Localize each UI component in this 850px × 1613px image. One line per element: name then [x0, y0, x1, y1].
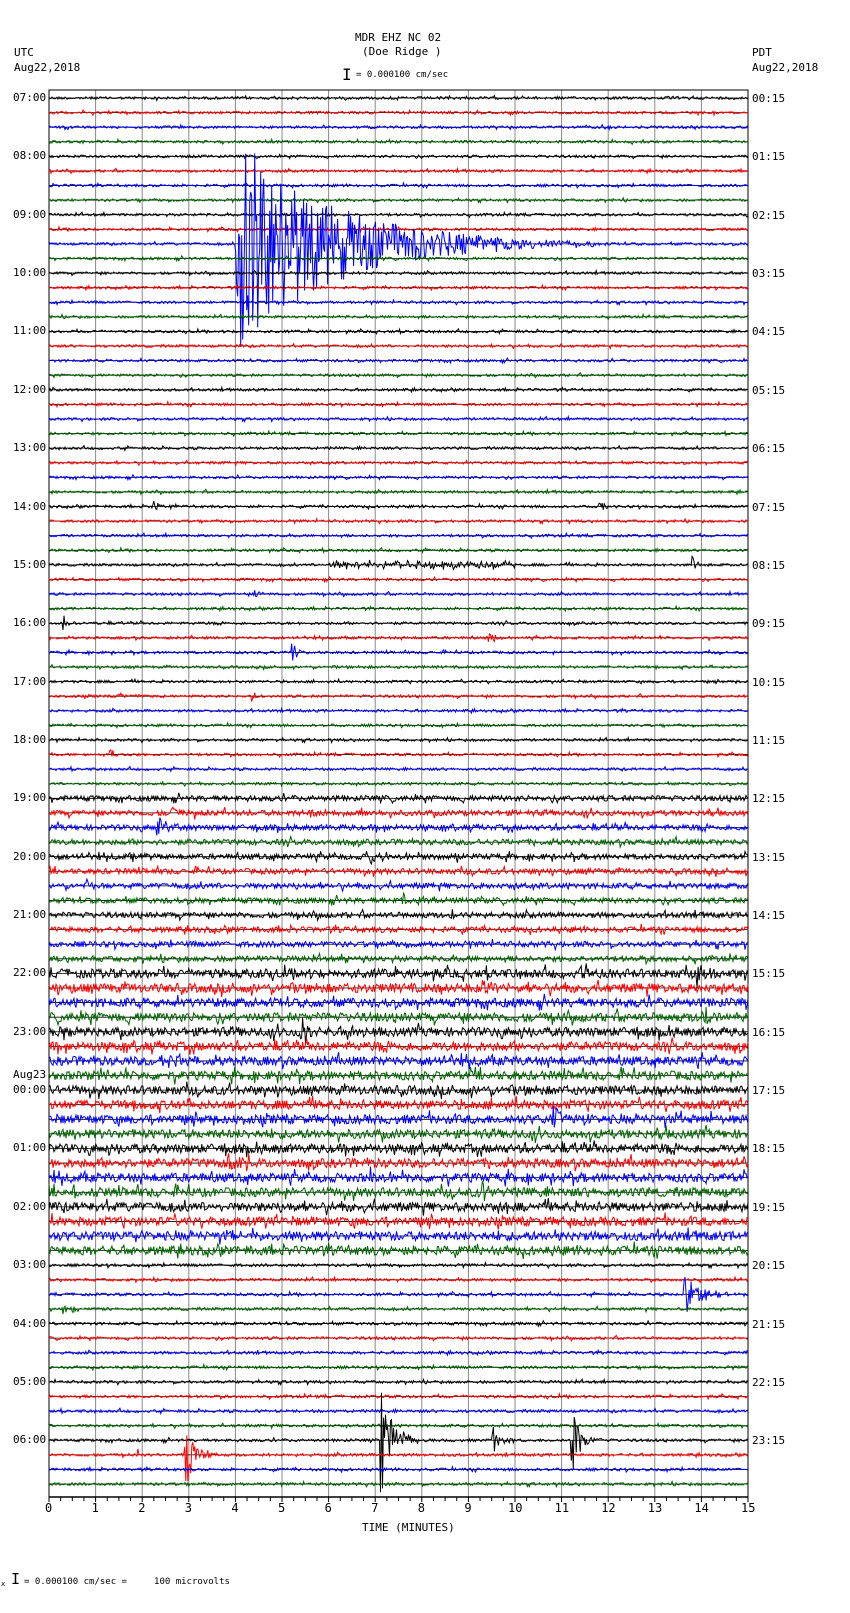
pdt-hour-label: 06:15: [752, 442, 786, 456]
utc-hour-label: 10:00: [13, 266, 47, 280]
seismic-trace-row: [49, 818, 748, 836]
pdt-hour-label: 15:15: [752, 967, 786, 981]
pdt-hour-label: 16:15: [752, 1025, 786, 1039]
utc-hour-label: 08:00: [13, 149, 47, 163]
station-title: MDR EHZ NC 02: [355, 31, 442, 44]
left-date: Aug22,2018: [14, 61, 81, 74]
seismic-trace-row: [49, 1435, 748, 1481]
x-tick-label: 14: [694, 1501, 709, 1515]
seismic-trace-row: [49, 387, 748, 392]
utc-hour-label: 09:00: [13, 207, 47, 221]
pdt-hour-label: 17:15: [752, 1084, 786, 1098]
pdt-hour-label: 19:15: [752, 1200, 786, 1214]
seismic-trace-row: [49, 807, 748, 819]
pdt-hour-label: 08:15: [752, 558, 786, 572]
seismic-trace-row: [49, 1141, 748, 1158]
x-tick-label: 10: [508, 1501, 523, 1515]
seismic-trace-row: [49, 1181, 748, 1201]
seismic-trace-row: [49, 548, 748, 553]
station-subtitle: (Doe Ridge ): [362, 45, 442, 58]
x-tick-label: 7: [371, 1501, 379, 1515]
right-timezone: PDT: [752, 46, 772, 59]
x-tick-label: 0: [45, 1501, 53, 1515]
pdt-hour-label: 14:15: [752, 909, 786, 923]
utc-date-label: Aug23: [13, 1068, 47, 1082]
pdt-hour-label: 00:15: [752, 92, 786, 105]
seismic-trace-row: [49, 781, 748, 786]
pdt-hour-label: 01:15: [752, 150, 786, 164]
x-tick-label: 6: [324, 1501, 332, 1515]
x-tick-label: 8: [417, 1501, 426, 1515]
seismic-trace-row: [49, 1306, 748, 1314]
utc-hour-label: 15:00: [13, 557, 47, 571]
seismic-trace-row: [49, 750, 748, 757]
seismic-trace-row: [49, 1242, 748, 1260]
x-tick-label: 12: [601, 1501, 616, 1515]
seismic-trace-row: [49, 1335, 748, 1340]
pdt-hour-label: 18:15: [752, 1142, 786, 1156]
x-tick-label: 2: [138, 1501, 146, 1515]
x-tick-label: 3: [184, 1501, 193, 1515]
x-tick-label: 9: [464, 1501, 472, 1515]
pdt-hour-label: 09:15: [752, 617, 786, 631]
scale-bar-icon: I: [342, 65, 352, 84]
utc-hour-label: 12:00: [13, 382, 47, 396]
pdt-hour-label: 22:15: [752, 1375, 786, 1389]
pdt-hour-label: 05:15: [752, 383, 786, 397]
utc-hour-label: 06:00: [13, 1433, 47, 1447]
seismic-trace-row: [49, 879, 748, 891]
footer-marker: x: [1, 1580, 6, 1588]
pdt-hour-label: 04:15: [752, 325, 786, 339]
seismic-trace-row: [49, 489, 748, 494]
seismic-trace-row: [49, 358, 748, 363]
seismic-trace-row: [49, 723, 748, 728]
utc-hour-label: 20:00: [13, 849, 47, 863]
seismic-trace-row: [49, 1350, 748, 1355]
seismic-trace-row: [49, 1153, 748, 1171]
footer-scale-bar-icon: I: [11, 1570, 21, 1588]
x-tick-label: 11: [554, 1501, 570, 1515]
utc-hour-label: 02:00: [13, 1199, 47, 1213]
pdt-hour-label: 11:15: [752, 733, 786, 747]
x-tick-label: 1: [91, 1501, 99, 1515]
seismic-trace-row: [49, 963, 748, 988]
footer-scale-note: = 0.000100 cm/sec = 100 microvolts: [24, 1577, 230, 1587]
pdt-hour-label: 07:15: [752, 500, 786, 514]
seismic-trace-row: [49, 154, 748, 158]
seismic-trace-row: [49, 1007, 748, 1026]
seismic-trace-row: [49, 851, 748, 864]
utc-hour-label: 14:00: [13, 499, 47, 513]
seismic-trace-row: [49, 693, 748, 702]
utc-hour-label: 17:00: [13, 674, 47, 688]
pdt-hour-label: 02:15: [752, 208, 786, 222]
left-timezone: UTC: [14, 46, 34, 59]
utc-hour-label: 03:00: [13, 1258, 47, 1272]
pdt-hour-label: 23:15: [752, 1434, 786, 1448]
utc-hour-label: 01:00: [13, 1141, 47, 1155]
seismic-trace-row: [49, 153, 748, 347]
utc-hour-label: 05:00: [13, 1374, 47, 1388]
seismic-trace-row: [49, 1393, 748, 1493]
seismic-trace-row: [49, 125, 748, 130]
utc-hour-label: 00:00: [13, 1083, 47, 1097]
seismic-trace-row: [49, 893, 748, 905]
seismic-trace-row: [49, 198, 748, 203]
right-date: Aug22,2018: [752, 61, 819, 74]
seismic-trace-row: [49, 980, 748, 997]
pdt-hour-label: 10:15: [752, 675, 786, 689]
x-tick-label: 13: [647, 1501, 663, 1515]
seismic-trace-row: [49, 837, 748, 848]
pdt-hour-label: 21:15: [752, 1317, 786, 1331]
utc-hour-label: 19:00: [13, 791, 47, 805]
utc-hour-label: 07:00: [13, 91, 47, 104]
utc-hour-label: 21:00: [13, 908, 47, 922]
x-axis-title: TIME (MINUTES): [362, 1521, 455, 1534]
pdt-hour-label: 03:15: [752, 267, 786, 281]
seismic-trace-row: [49, 475, 748, 480]
x-tick-label: 5: [278, 1501, 286, 1515]
scale-label: = 0.000100 cm/sec: [356, 70, 449, 80]
seismic-trace-row: [49, 533, 748, 538]
utc-hour-label: 16:00: [13, 616, 47, 630]
utc-hour-label: 22:00: [13, 966, 47, 980]
utc-hour-label: 18:00: [13, 732, 47, 746]
seismic-trace-row: [49, 1018, 748, 1044]
seismic-trace-row: [49, 1106, 748, 1128]
pdt-hour-label: 12:15: [752, 792, 786, 806]
x-tick-label: 15: [741, 1501, 756, 1515]
pdt-hour-label: 13:15: [752, 850, 786, 864]
utc-hour-label: 13:00: [13, 441, 47, 455]
utc-hour-label: 11:00: [13, 324, 47, 338]
seismic-trace-row: [49, 556, 748, 569]
seismic-trace-row: [49, 1213, 748, 1230]
seismic-trace-row: [49, 285, 748, 290]
seismic-trace-row: [49, 1167, 748, 1187]
seismic-trace-row: [49, 501, 748, 510]
seismic-trace-row: [49, 590, 748, 596]
utc-hour-label: 23:00: [13, 1024, 47, 1038]
seismic-trace-row: [49, 708, 748, 713]
utc-hour-label: 04:00: [13, 1316, 47, 1330]
pdt-hour-label: 20:15: [752, 1259, 786, 1273]
seismic-trace-row: [49, 446, 748, 451]
x-tick-label: 4: [231, 1501, 239, 1515]
